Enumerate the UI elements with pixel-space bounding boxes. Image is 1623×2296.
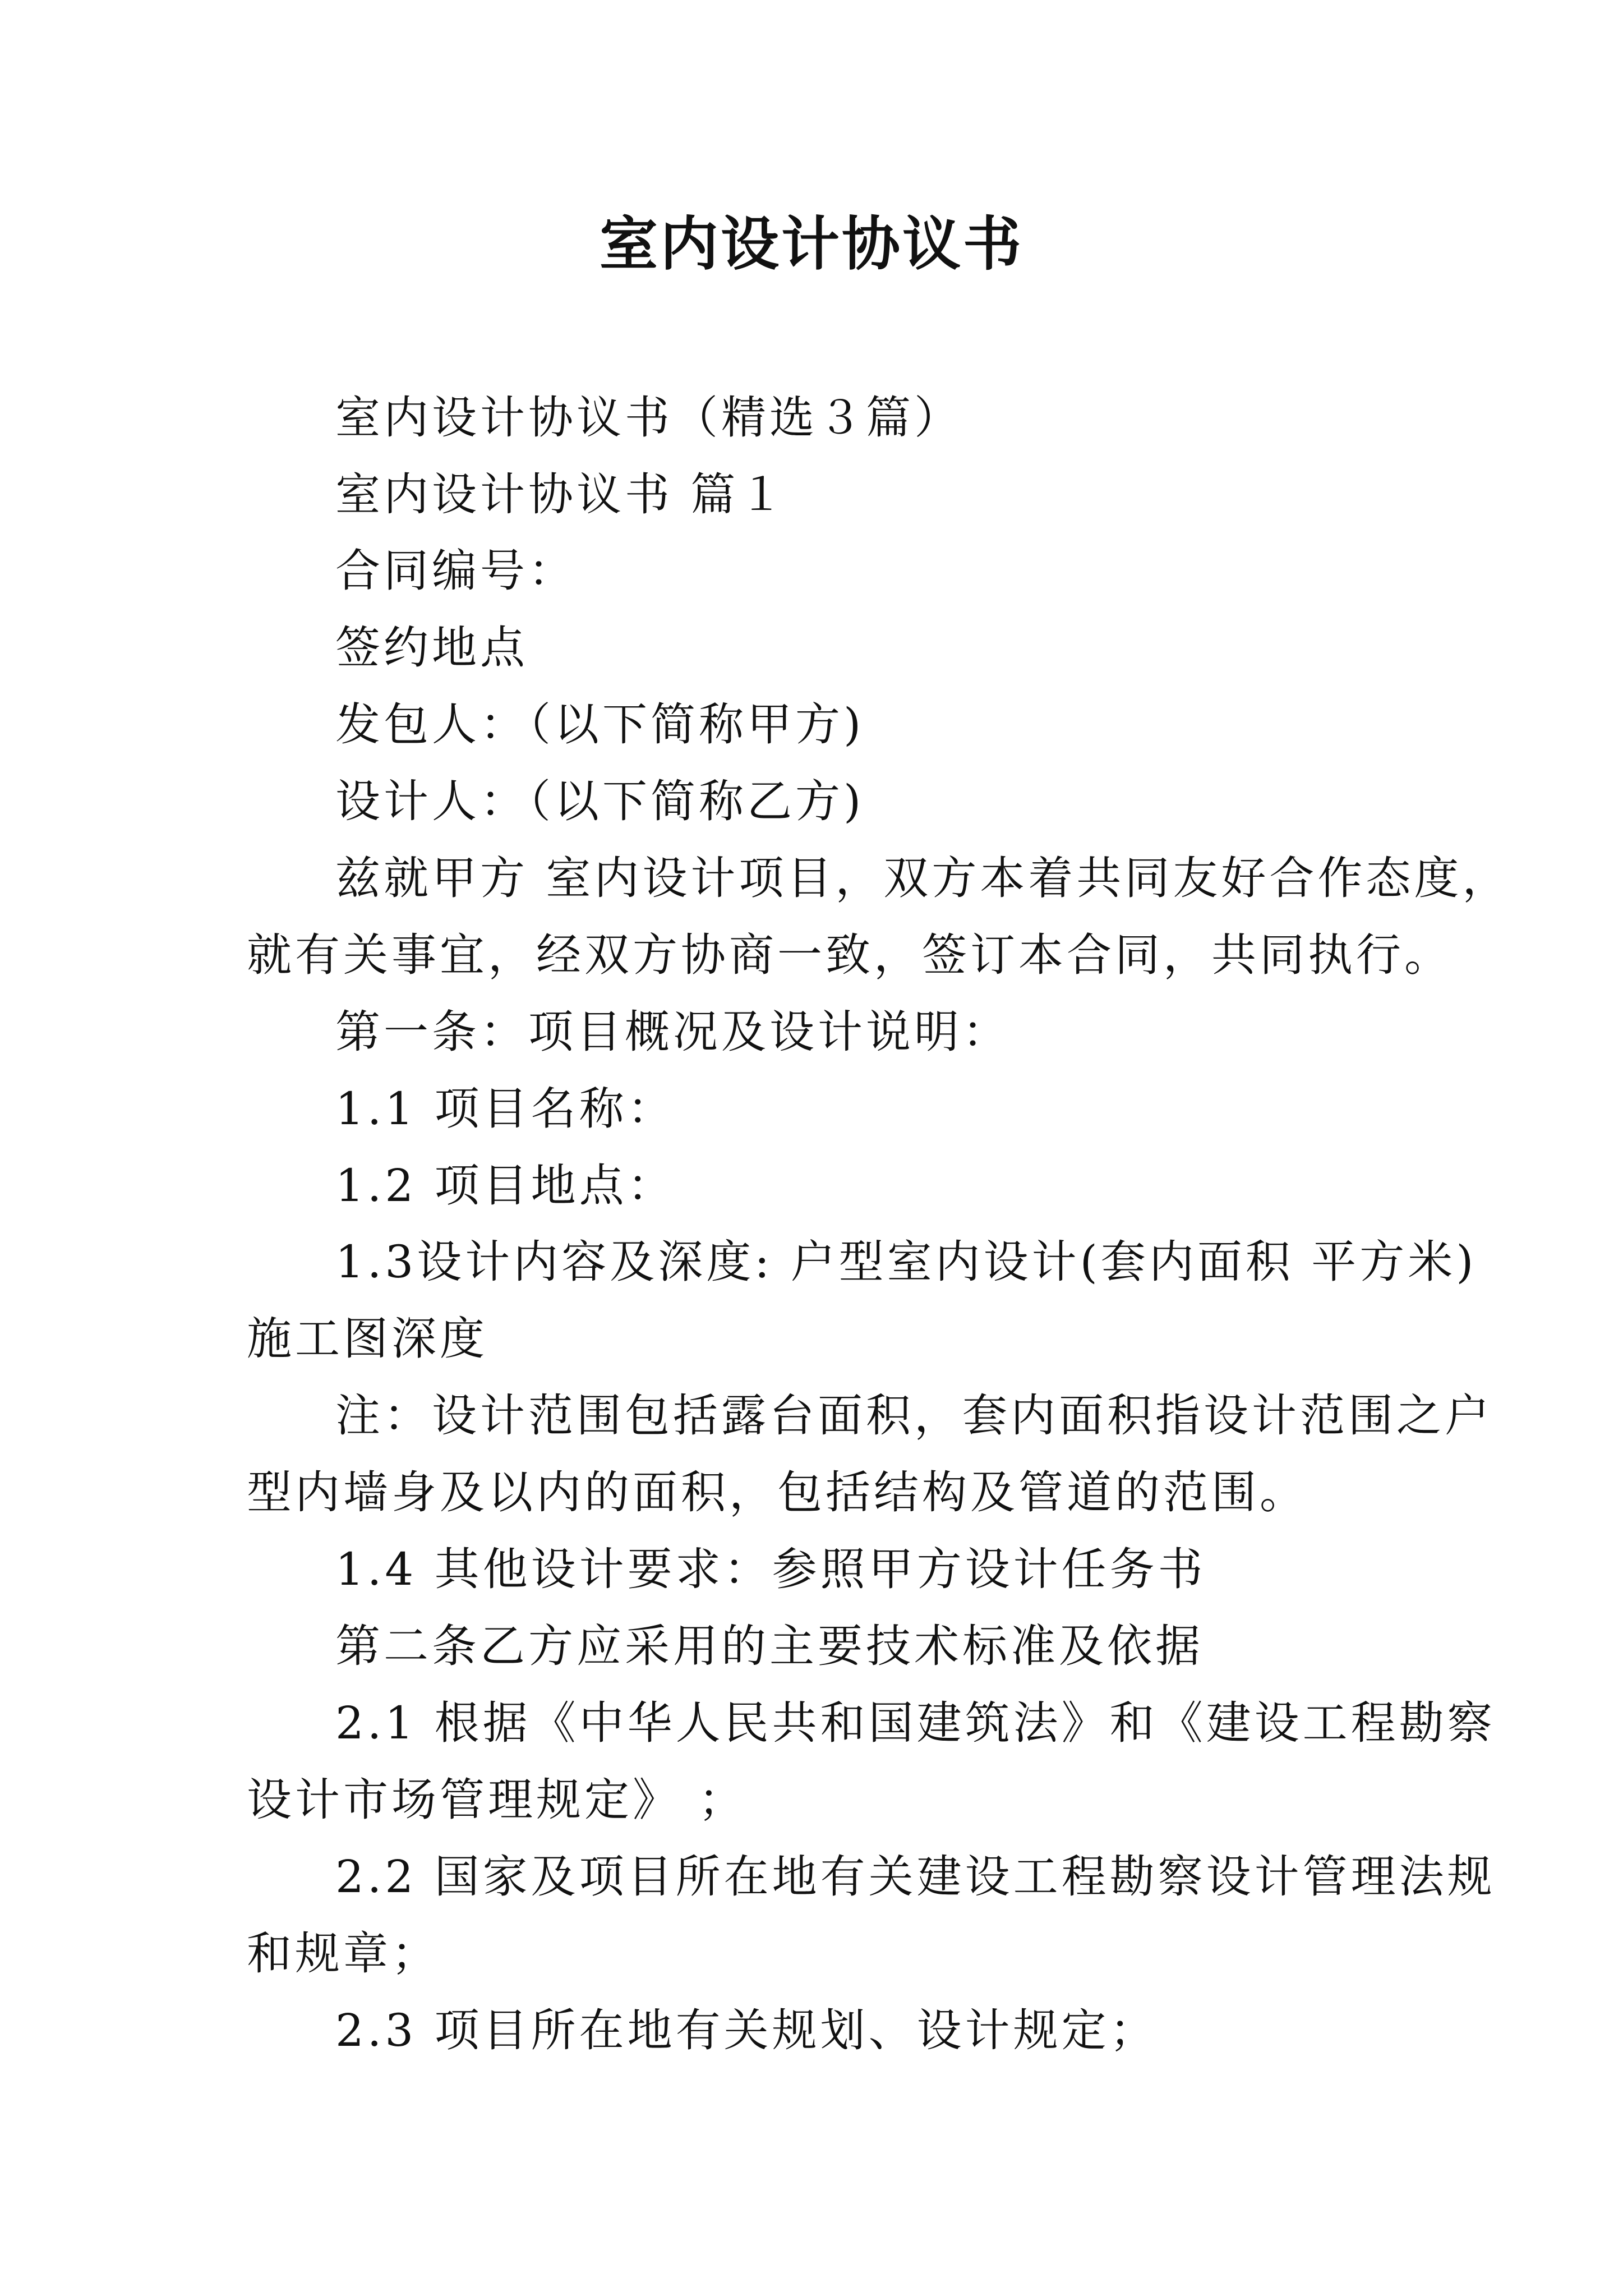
text-line: 施工图深度 (247, 1313, 488, 1365)
text-line: 1.1 项目名称： (335, 1083, 676, 1135)
text-line: 2.1 根据《中华人民共和国建筑法》和《建设工程勘察 (335, 1697, 1496, 1749)
text-line: 2.2 国家及项目所在地有关建设工程勘察设计管理法规 (335, 1851, 1496, 1903)
text-line: 签约地点 (335, 622, 528, 674)
text-line: 1.3设计内容及深度: 户型室内设计(套内面积 平方米) (335, 1236, 1477, 1288)
text-line: 1.4 其他设计要求：参照甲方设计任务书 (335, 1543, 1206, 1595)
text-line: 发包人：（以下简称甲方) (335, 698, 865, 751)
text-line: 第一条：项目概况及设计说明： (335, 1006, 1011, 1058)
text-line: 1.2 项目地点： (335, 1159, 676, 1212)
text-line: 注：设计范围包括露台面积，套内面积指设计范围之户 (335, 1389, 1493, 1442)
text-line: 就有关事宜，经双方协商一致，签订本合同，共同执行。 (247, 929, 1453, 981)
text-line: 和规章； (247, 1927, 440, 1980)
text-line: 2.3 项目所在地有关规划、设计规定； (335, 2004, 1158, 2056)
document-title: 室内设计协议书 (599, 209, 1023, 278)
text-line: 第二条乙方应采用的主要技术标准及依据 (335, 1620, 1204, 1672)
text-line: 型内墙身及以内的面积，包括结构及管道的范围。 (247, 1466, 1308, 1519)
text-line: 室内设计协议书 篇１ (335, 468, 787, 521)
text-line: 合同编号： (335, 545, 577, 597)
text-line: 室内设计协议书（精选３篇） (335, 392, 962, 444)
text-line: 设计人：（以下简称乙方) (335, 775, 865, 827)
text-line: 兹就甲方 室内设计项目，双方本着共同友好合作态度， (335, 852, 1511, 904)
text-line: 设计市场管理规定》 ； (247, 1774, 747, 1826)
